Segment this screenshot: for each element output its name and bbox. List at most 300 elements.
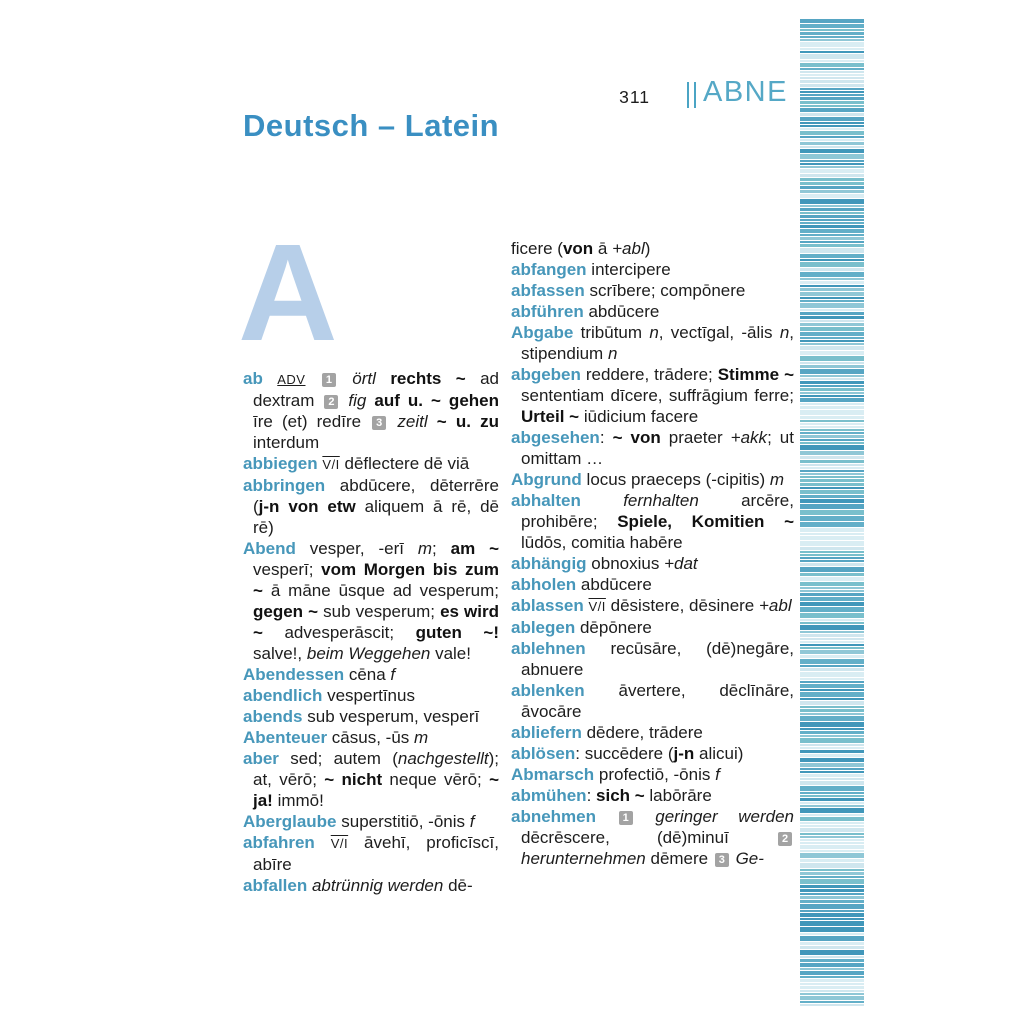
edge-stripe — [800, 927, 864, 932]
edge-stripe — [800, 416, 864, 419]
text-segment: iūdicium facere — [583, 407, 699, 426]
headword: Abend — [243, 539, 310, 558]
edge-stripe — [800, 950, 864, 955]
edge-stripe — [800, 716, 864, 721]
edge-stripe — [800, 378, 864, 380]
edge-stripe — [800, 36, 864, 38]
text-segment: īre (et) redīre — [253, 412, 371, 431]
text-segment: vesperī; — [253, 560, 322, 579]
bold-text: gegen ~ — [253, 602, 324, 621]
edge-stripe — [800, 186, 864, 189]
italic-text: örtl — [337, 369, 391, 388]
page-title: Deutsch – Latein — [243, 108, 500, 143]
edge-stripe — [800, 522, 864, 527]
text-segment — [305, 369, 319, 388]
edge-stripe — [800, 738, 864, 743]
dictionary-entry — [243, 368, 499, 453]
sense-number-badge: 2 — [324, 395, 338, 409]
edge-stripe — [800, 593, 864, 596]
dictionary-entry — [511, 595, 794, 617]
dictionary-entry — [511, 806, 794, 869]
text-segment: interdum — [253, 433, 320, 452]
dictionary-entry — [511, 490, 794, 553]
headword: Abenteuer — [243, 728, 332, 747]
edge-stripe — [800, 375, 864, 377]
edge-stripe — [800, 423, 864, 425]
edge-stripe — [800, 659, 864, 664]
edge-stripe — [800, 754, 864, 757]
dictionary-entry — [511, 553, 794, 574]
edge-stripe — [800, 1001, 864, 1003]
edge-stripe — [800, 74, 864, 76]
gender-label: n — [649, 323, 659, 342]
gender-label: f — [715, 765, 720, 784]
dictionary-entry — [511, 427, 794, 469]
sense-number-badge: 1 — [619, 811, 633, 825]
bold-text: Spiele, Komitien ~ — [617, 512, 794, 531]
dictionary-entry — [511, 280, 794, 301]
edge-stripe — [800, 701, 864, 705]
edge-stripe — [800, 672, 864, 677]
edge-stripe — [800, 510, 864, 515]
edge-stripe — [800, 979, 864, 982]
text-segment: sententiam dīcere, suffrāgium ferre; — [521, 386, 794, 405]
page-edge-stripes — [800, 19, 864, 1006]
bold-text: ~ ja! — [253, 770, 499, 810]
edge-stripe — [800, 713, 864, 715]
pos-label: V/I — [588, 599, 606, 614]
bold-text: vom Morgen bis zum ~ — [253, 560, 499, 600]
text-segment: vespertīnus — [327, 686, 415, 705]
edge-stripe — [800, 136, 864, 138]
edge-stripe — [800, 323, 864, 326]
text-segment: salve!, — [253, 644, 307, 663]
dictionary-entry — [511, 743, 794, 764]
gender-label: f — [469, 812, 475, 831]
edge-stripe — [800, 395, 864, 397]
edge-stripe — [800, 398, 864, 402]
headword: abbringen — [243, 476, 340, 495]
edge-stripe — [800, 631, 864, 633]
text-segment: ) — [644, 239, 651, 258]
edge-stripe — [800, 225, 864, 228]
edge-stripe — [800, 921, 864, 926]
text-segment: ad dextram — [253, 369, 499, 410]
edge-stripe — [800, 71, 864, 73]
headword: abholen — [511, 575, 581, 594]
parallel-bars-icon — [687, 82, 696, 108]
edge-stripe — [800, 698, 864, 700]
edge-stripe — [800, 385, 864, 387]
text-segment: ; — [432, 539, 451, 558]
edge-stripe — [800, 442, 864, 444]
edge-stripe — [800, 771, 864, 773]
edge-stripe — [800, 825, 864, 827]
text-segment: , vectīgal, -ālis — [658, 323, 780, 342]
text-segment: , stipendium — [521, 323, 795, 363]
edge-stripe — [800, 563, 864, 566]
headword: abgesehen — [511, 428, 600, 447]
headword: aber — [243, 749, 291, 768]
bold-text: ~ u. zu — [436, 412, 499, 431]
text-segment: neque vērō; — [389, 770, 490, 789]
dictionary-entry — [511, 785, 794, 806]
edge-stripe — [800, 337, 864, 339]
dictionary-entry — [243, 832, 499, 875]
edge-stripe — [800, 91, 864, 93]
edge-stripe — [800, 392, 864, 394]
edge-stripe — [800, 343, 864, 345]
edge-stripe — [800, 381, 864, 384]
headword: abfallen — [243, 876, 312, 895]
edge-stripe — [800, 54, 864, 59]
pos-label: V/I — [330, 836, 349, 851]
edge-stripe — [800, 432, 864, 434]
text-segment: : succēdere ( — [575, 744, 674, 763]
text-segment: advesperāscit; — [284, 623, 416, 642]
text-segment: āvehī, proficīscī, abīre — [253, 833, 499, 874]
dictionary-entry — [243, 664, 499, 685]
text-segment: ficere ( — [511, 239, 563, 258]
edge-stripe — [800, 959, 864, 962]
edge-stripe — [800, 166, 864, 168]
edge-stripe — [800, 910, 864, 912]
italic-text: Ge- — [730, 849, 764, 868]
text-segment: reddere, trādere; — [585, 365, 718, 384]
edge-stripe — [800, 125, 864, 127]
text-segment: profectiō, -ōnis — [598, 765, 716, 784]
edge-stripe — [800, 684, 864, 688]
edge-stripe — [800, 587, 864, 589]
dictionary-entry — [511, 638, 794, 680]
edge-stripe — [800, 149, 864, 153]
gender-label: m — [769, 470, 784, 489]
edge-stripe — [800, 403, 864, 405]
edge-stripe — [800, 312, 864, 315]
edge-stripe — [800, 426, 864, 428]
text-segment: superstitiō, -ōnis — [341, 812, 470, 831]
italic-text: abtrünnig werden — [311, 876, 449, 895]
edge-stripe — [800, 259, 864, 261]
edge-stripe — [800, 709, 864, 712]
edge-stripe — [800, 254, 864, 258]
edge-stripe — [800, 281, 864, 284]
text-segment: labōrāre — [649, 786, 712, 805]
edge-stripe — [800, 805, 864, 807]
edge-stripe — [800, 869, 864, 871]
text-segment: abdūcere — [588, 302, 660, 321]
bold-text: auf u. ~ gehen — [374, 391, 499, 410]
edge-stripe — [800, 689, 864, 691]
edge-stripe — [800, 668, 864, 671]
text-segment: vesper, -erī — [309, 539, 418, 558]
italic-text: fernhalten — [623, 491, 742, 510]
edge-stripe — [800, 990, 864, 992]
italic-text: zeitl — [388, 412, 437, 431]
edge-stripe — [800, 122, 864, 124]
edge-stripe — [800, 139, 864, 141]
dictionary-entry — [511, 322, 794, 364]
dictionary-entry — [511, 764, 794, 785]
bold-text: Urteil ~ — [521, 407, 584, 426]
edge-stripe — [800, 996, 864, 1000]
edge-stripe — [800, 814, 864, 816]
edge-stripe — [800, 160, 864, 162]
edge-stripe — [800, 229, 864, 233]
text-segment: alicui) — [699, 744, 744, 763]
headword: abendlich — [243, 686, 328, 705]
italic-text: geringer werden — [634, 807, 794, 826]
edge-stripe — [800, 215, 864, 218]
edge-stripe — [800, 237, 864, 240]
edge-stripe — [800, 48, 864, 50]
text-segment: vale! — [435, 644, 471, 663]
edge-stripe — [800, 234, 864, 236]
edge-stripe — [800, 332, 864, 336]
text-segment: dēflectere dē viā — [339, 454, 470, 473]
edge-stripe — [800, 476, 864, 478]
edge-stripe — [800, 786, 864, 791]
edge-stripe — [800, 795, 864, 797]
edge-stripe — [800, 487, 864, 489]
edge-stripe — [800, 845, 864, 849]
edge-stripe — [800, 1004, 864, 1006]
edge-stripe — [800, 327, 864, 331]
edge-stripe — [800, 533, 864, 535]
text-segment: sub vesperum; — [323, 602, 441, 621]
headword: abgeben — [511, 365, 586, 384]
edge-stripe — [800, 182, 864, 185]
edge-stripe — [800, 665, 864, 667]
edge-stripe — [800, 320, 864, 322]
sense-number-badge: 1 — [322, 373, 336, 387]
edge-stripe — [800, 822, 864, 824]
edge-stripe — [800, 976, 864, 978]
edge-stripe — [800, 473, 864, 475]
edge-stripe — [800, 369, 864, 374]
edge-stripe — [800, 625, 864, 630]
edge-stripe — [800, 554, 864, 556]
text-segment: abdūcere — [580, 575, 652, 594]
edge-stripe — [800, 113, 864, 116]
gender-label: m — [414, 728, 429, 747]
dictionary-entry — [243, 706, 499, 727]
edge-stripe — [800, 528, 864, 532]
text-segment: dēmere — [650, 849, 713, 868]
edge-stripe — [800, 174, 864, 177]
edge-stripe — [800, 154, 864, 159]
headword: ablenken — [511, 681, 619, 700]
edge-stripe — [800, 885, 864, 888]
edge-stripe — [800, 456, 864, 459]
edge-stripe — [800, 933, 864, 935]
headword: Abgrund — [511, 470, 587, 489]
edge-stripe — [800, 986, 864, 989]
dictionary-entry — [511, 469, 794, 490]
text-segment: dē- — [448, 876, 473, 895]
edge-stripe — [800, 644, 864, 646]
text-segment: scrībere; compōnere — [589, 281, 746, 300]
edge-stripe — [800, 900, 864, 903]
text-segment: ā māne ūsque ad vesperum; — [270, 581, 499, 600]
sense-number-badge: 3 — [715, 853, 729, 867]
text-segment: āvertere, dēclīnāre, āvocāre — [521, 681, 795, 721]
edge-stripe — [800, 68, 864, 70]
headword: ablehnen — [511, 639, 611, 658]
edge-stripe — [800, 178, 864, 181]
edge-stripe — [800, 262, 864, 267]
bold-text: ~ nicht — [324, 770, 390, 789]
dictionary-entry — [511, 680, 794, 722]
text-segment: tribūtum — [580, 323, 650, 342]
edge-stripe — [800, 439, 864, 441]
edge-stripe — [800, 163, 864, 165]
gender-label: n — [607, 344, 618, 363]
text-segment: : — [586, 786, 597, 805]
text-segment: cāsus, -ūs — [331, 728, 414, 747]
edge-stripe — [800, 351, 864, 355]
edge-stripe — [800, 94, 864, 96]
edge-stripe — [800, 896, 864, 899]
edge-stripe — [800, 638, 864, 640]
italic-text: beim Weggehen — [306, 644, 436, 663]
dictionary-entry — [511, 617, 794, 638]
edge-stripe — [800, 792, 864, 794]
edge-stripe — [800, 904, 864, 909]
edge-stripe — [800, 268, 864, 271]
edge-stripe — [800, 194, 864, 198]
text-segment: sed; autem ( — [290, 749, 398, 768]
edge-stripe — [800, 634, 864, 637]
edge-stripe — [800, 128, 864, 130]
edge-stripe — [800, 613, 864, 618]
dictionary-entry — [243, 748, 499, 811]
headword: abhalten — [511, 491, 624, 510]
text-segment: praeter — [668, 428, 731, 447]
edge-stripe — [800, 582, 864, 586]
bold-text: es wird ~ — [253, 602, 499, 642]
edge-stripe — [800, 222, 864, 224]
italic-text: +abl — [759, 596, 792, 615]
dictionary-entry — [511, 722, 794, 743]
edge-stripe — [800, 744, 864, 746]
edge-stripe — [800, 241, 864, 243]
bold-text: sich ~ — [596, 786, 650, 805]
edge-stripe — [800, 872, 864, 875]
edge-stripe — [800, 560, 864, 562]
dictionary-entry — [511, 238, 794, 259]
edge-stripe — [800, 63, 864, 67]
bold-text: Stimme ~ — [717, 365, 795, 384]
edge-stripe — [800, 750, 864, 753]
headword: abfahren — [243, 833, 331, 852]
edge-stripe — [800, 169, 864, 173]
headword: Abendessen — [243, 665, 349, 684]
headword: abfangen — [511, 260, 592, 279]
edge-stripe — [800, 602, 864, 606]
edge-stripe — [800, 681, 864, 683]
edge-stripe — [800, 420, 864, 422]
edge-stripe — [800, 316, 864, 319]
edge-stripe — [800, 24, 864, 28]
edge-stripe — [800, 212, 864, 214]
headword: abfassen — [511, 281, 590, 300]
bold-text: am ~ — [450, 539, 499, 558]
italic-text: +akk — [730, 428, 768, 447]
edge-stripe — [800, 365, 864, 368]
text-segment: dēdere, trādere — [586, 723, 703, 742]
edge-stripe — [800, 39, 864, 41]
edge-stripe — [800, 80, 864, 83]
headword: ab — [243, 369, 278, 388]
headword: abbiegen — [243, 454, 323, 473]
dictionary-entry — [243, 538, 499, 664]
edge-stripe — [800, 410, 864, 415]
headword: Aberglaube — [243, 812, 342, 831]
edge-stripe — [800, 650, 864, 654]
edge-stripe — [800, 573, 864, 576]
dictionary-entry — [243, 453, 499, 475]
edge-stripe — [800, 297, 864, 299]
edge-stripe — [800, 817, 864, 821]
edge-stripe — [800, 464, 864, 466]
headword: abnehmen — [511, 807, 617, 826]
edge-stripe — [800, 607, 864, 612]
edge-stripe — [800, 199, 864, 204]
edge-stripe — [800, 859, 864, 862]
edge-stripe — [800, 219, 864, 221]
edge-stripe — [800, 29, 864, 31]
dictionary-entry — [511, 574, 794, 595]
italic-text: herunternehmen — [521, 849, 651, 868]
edge-stripe — [800, 692, 864, 697]
headword: abliefern — [511, 723, 587, 742]
edge-stripe — [800, 798, 864, 801]
edge-stripe — [800, 467, 864, 469]
edge-stripe — [800, 735, 864, 737]
edge-stripe — [800, 435, 864, 438]
edge-stripe — [800, 879, 864, 884]
edge-stripe — [800, 288, 864, 291]
text-segment: abdūcere, dēterrēre ( — [253, 476, 499, 516]
bold-text: guten ~! — [415, 623, 499, 642]
edge-stripe — [800, 567, 864, 572]
text-segment: recūsāre, (dē)negāre, abnuere — [521, 639, 794, 679]
headword: abhängig — [511, 554, 592, 573]
edge-stripe — [800, 833, 864, 835]
thumb-index-label: ABNE — [703, 76, 788, 108]
gender-label: f — [390, 665, 396, 684]
page-number: 311 — [619, 87, 650, 107]
dictionary-entry — [511, 364, 794, 427]
edge-stripe — [800, 839, 864, 841]
edge-stripe — [800, 577, 864, 581]
edge-stripe — [800, 963, 864, 967]
edge-stripe — [800, 678, 864, 680]
edge-stripe — [800, 60, 864, 62]
text-segment: obnoxius — [591, 554, 665, 573]
edge-stripe — [800, 479, 864, 482]
text-segment: sub vesperum, vesperī — [307, 707, 480, 726]
sense-number-badge: 2 — [778, 832, 792, 846]
edge-stripe — [800, 597, 864, 601]
edge-stripe — [800, 918, 864, 920]
edge-stripe — [800, 105, 864, 107]
edge-stripe — [800, 993, 864, 995]
edge-stripe — [800, 470, 864, 472]
edge-stripe — [800, 808, 864, 813]
edge-stripe — [800, 893, 864, 895]
